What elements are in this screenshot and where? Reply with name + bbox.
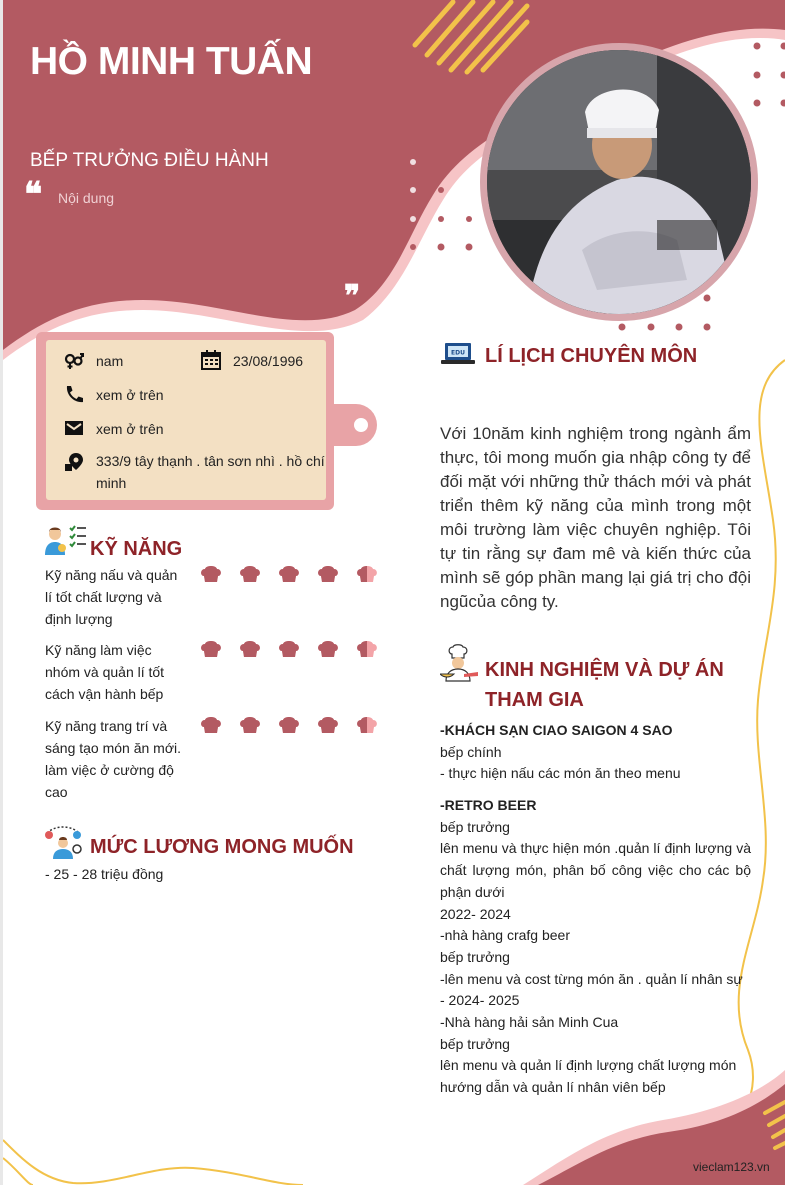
skill-rating bbox=[200, 640, 378, 660]
address-value[interactable]: 333/9 tây thạnh . tân sơn nhì . hồ chí minh bbox=[96, 453, 325, 491]
salary-icon bbox=[43, 823, 83, 861]
job-description[interactable]: lên menu và quản lí định lượng chất lượng món bbox=[440, 1057, 737, 1074]
skill-rating bbox=[200, 565, 378, 585]
avatar[interactable] bbox=[487, 50, 751, 314]
laptop-icon-text: EDU bbox=[451, 349, 465, 357]
profile-text[interactable]: Với 10năm kinh nghiệm trong ngành ẩm thực, tôi mong muốn gia nhập công ty để đối mặt với những thử thách mới và phát triển thêm kỹ năng của mình trong một môi trường làm việc chuyên nghiệp. Tôi tự tin rằng sự đam mê và kiến thức của mình sẽ góp phần mang lại giá trị cho đội ngũcủa công ty. bbox=[440, 424, 751, 611]
resume-page bbox=[3, 0, 785, 1185]
company-name[interactable]: -KHÁCH SẠN CIAO SAIGON 4 SAO bbox=[440, 722, 673, 738]
birthday-value[interactable]: 23/08/1996 bbox=[233, 353, 304, 369]
chef-hat-rating-icon bbox=[317, 565, 339, 585]
job-title: BẾP TRƯỞNG ĐIỀU HÀNH bbox=[30, 150, 269, 171]
email-row bbox=[63, 418, 164, 440]
job-role[interactable]: bếp trưởng bbox=[440, 948, 510, 965]
job-role[interactable]: bếp trưởng bbox=[440, 1035, 510, 1052]
job-role[interactable]: bếp chính bbox=[440, 743, 502, 760]
chef-hat-rating-icon bbox=[239, 640, 261, 660]
skill-label[interactable]: Kỹ năng nấu và quản lí tốt chất lượng và định lượng bbox=[45, 567, 178, 627]
job-period[interactable]: - 2024- 2025 bbox=[440, 992, 520, 1009]
experience-item bbox=[440, 720, 751, 785]
chef-hat-rating-icon bbox=[356, 640, 378, 660]
chef-hat-rating-icon bbox=[356, 565, 378, 585]
candidate-name: HỒ MINH TUẤN bbox=[30, 40, 313, 83]
skill-label[interactable]: Kỹ năng làm việc nhóm và quản lí tốt cách vận hành bếp bbox=[45, 642, 165, 702]
company-name[interactable]: -RETRO BEER bbox=[440, 797, 537, 813]
birthday-row bbox=[200, 350, 303, 372]
gender-row bbox=[63, 350, 123, 372]
salary-title: MỨC LƯƠNG MONG MUỐN bbox=[90, 836, 354, 858]
profile-title: LÍ LỊCH CHUYÊN MÔN bbox=[485, 345, 698, 367]
chef-hat-rating-icon bbox=[200, 640, 222, 660]
experience-title-line2: THAM GIA bbox=[485, 689, 584, 711]
chef-hat-rating-icon bbox=[356, 716, 378, 736]
map-pin-icon bbox=[63, 452, 85, 472]
chef-hat-rating-icon bbox=[317, 716, 339, 736]
quote-close-icon: ❞ bbox=[344, 279, 361, 314]
chef-hat-rating-icon bbox=[278, 716, 300, 736]
gender-value[interactable]: nam bbox=[96, 353, 124, 369]
job-role[interactable]: bếp trưởng bbox=[440, 818, 510, 835]
laptop-icon bbox=[441, 341, 475, 367]
skills-icon bbox=[43, 524, 87, 558]
company-name[interactable]: -Nhà hàng hải sản Minh Cua bbox=[440, 1014, 619, 1031]
phone-row bbox=[63, 384, 164, 406]
chef-hat-rating-icon bbox=[239, 716, 261, 736]
footer-brand[interactable]: vieclam123.vn bbox=[693, 1160, 770, 1174]
job-description[interactable]: hướng dẫn và quản lí nhân viên bếp bbox=[440, 1079, 666, 1096]
job-period[interactable]: 2022- 2024 bbox=[440, 905, 511, 922]
contact-card-handle-hole bbox=[354, 418, 368, 432]
experience-item bbox=[440, 795, 751, 1099]
email-icon bbox=[63, 418, 85, 438]
quote-text[interactable]: Nội dung bbox=[58, 190, 115, 206]
job-description[interactable]: - thực hiện nấu các món ăn theo menu bbox=[440, 765, 681, 782]
calendar-icon bbox=[200, 350, 222, 370]
chef-hat-rating-icon bbox=[200, 565, 222, 585]
chef-hat-rating-icon bbox=[278, 640, 300, 660]
skills-title: KỸ NĂNG bbox=[90, 538, 183, 560]
salary-value[interactable]: - 25 - 28 triệu đồng bbox=[45, 866, 164, 882]
quote-open-icon: ❝ bbox=[24, 175, 43, 215]
experience-title: KINH NGHIỆM VÀ DỰ ÁN bbox=[485, 659, 724, 681]
phone-value[interactable]: xem ở trên bbox=[96, 387, 164, 403]
skill-label[interactable]: Kỹ năng trang trí và sáng tạo món ăn mới. làm việc ở cường độ cao bbox=[45, 718, 182, 800]
chef-hat-rating-icon bbox=[278, 565, 300, 585]
phone-icon bbox=[63, 384, 85, 404]
email-value[interactable]: xem ở trên bbox=[96, 421, 164, 437]
chef-hat-rating-icon bbox=[239, 565, 261, 585]
address-row bbox=[63, 450, 333, 494]
skill-rating bbox=[200, 716, 378, 736]
company-name[interactable]: -nhà hàng crafg beer bbox=[440, 927, 570, 944]
job-description[interactable]: -lên menu và cost từng món ăn . quản lí nhân sự bbox=[440, 970, 743, 987]
job-description[interactable]: lên menu và thực hiện món .quản lí định lượng và chất lượng món, phân bố công việc cho các bộ phận dưới bbox=[440, 840, 751, 900]
chef-hat-rating-icon bbox=[317, 640, 339, 660]
gender-icon bbox=[63, 350, 85, 370]
chef-icon bbox=[440, 644, 480, 682]
chef-hat-rating-icon bbox=[200, 716, 222, 736]
